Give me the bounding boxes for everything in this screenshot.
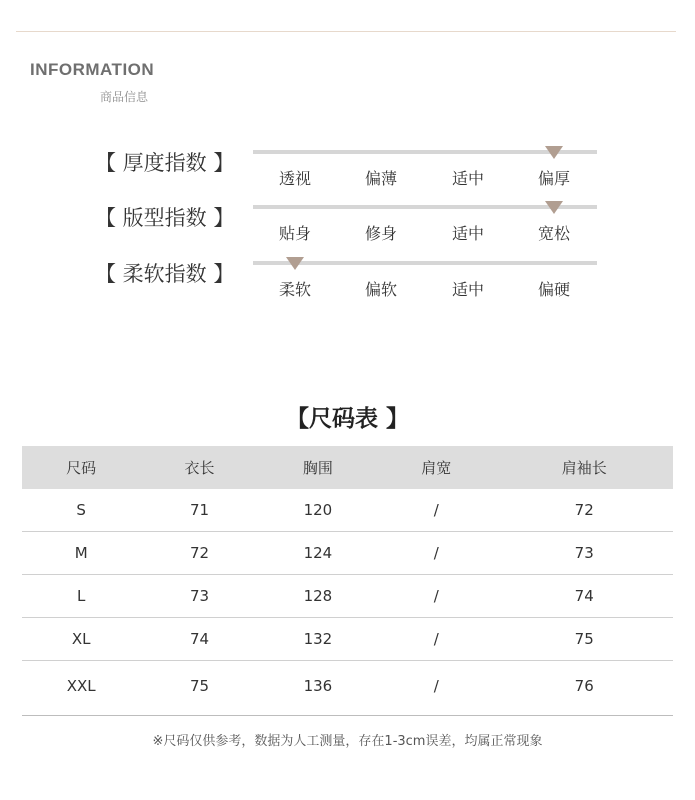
index-row: [0, 147, 695, 197]
column-header: 肩袖长: [495, 446, 673, 489]
table-cell: S: [22, 489, 140, 532]
index-label: 【 版型指数 】: [95, 206, 235, 230]
index-marker-icon: [545, 201, 563, 214]
index-label: 【 柔软指数 】: [95, 262, 235, 286]
table-cell: XL: [22, 618, 140, 661]
section-subtitle: 商品信息: [100, 90, 149, 104]
index-track: [253, 261, 597, 265]
table-cell: /: [377, 575, 495, 618]
index-option: 宽松: [537, 224, 571, 243]
column-header: 肩宽: [377, 446, 495, 489]
table-header-row: [22, 446, 673, 489]
table-cell: 73: [140, 575, 258, 618]
table-cell: 71: [140, 489, 258, 532]
table-cell: 136: [259, 661, 377, 716]
table-row: [22, 575, 673, 618]
table-cell: /: [377, 489, 495, 532]
index-option: 透视: [278, 169, 312, 188]
index-option: 适中: [451, 224, 485, 243]
table-cell: 74: [495, 575, 673, 618]
table-cell: L: [22, 575, 140, 618]
table-cell: 76: [495, 661, 673, 716]
table-cell: 120: [259, 489, 377, 532]
table-row: [22, 618, 673, 661]
table-row: [22, 661, 673, 716]
table-row: [22, 489, 673, 532]
table-cell: 124: [259, 532, 377, 575]
top-divider: [16, 31, 676, 32]
table-cell: /: [377, 661, 495, 716]
table-cell: 75: [495, 618, 673, 661]
size-chart-title: 【尺码表 】: [285, 406, 409, 432]
index-marker-icon: [286, 257, 304, 270]
index-row: [0, 202, 695, 252]
table-cell: /: [377, 532, 495, 575]
column-header: 胸围: [259, 446, 377, 489]
index-option: 偏软: [364, 280, 398, 299]
index-option: 偏厚: [537, 169, 571, 188]
table-body: [22, 489, 673, 716]
table-cell: 128: [259, 575, 377, 618]
index-row: [0, 258, 695, 308]
index-option: 偏硬: [537, 280, 571, 299]
size-chart-table: [22, 446, 673, 716]
table-cell: 74: [140, 618, 258, 661]
index-option: 适中: [451, 169, 485, 188]
index-option: 偏薄: [364, 169, 398, 188]
index-option: 贴身: [278, 224, 312, 243]
index-option: 柔软: [278, 280, 312, 299]
table-row: [22, 532, 673, 575]
table-cell: 72: [495, 489, 673, 532]
table-cell: /: [377, 618, 495, 661]
index-option: 修身: [364, 224, 398, 243]
section-title: INFORMATION: [30, 60, 155, 79]
index-label: 【 厚度指数 】: [95, 151, 235, 175]
column-header: 衣长: [140, 446, 258, 489]
table-cell: 73: [495, 532, 673, 575]
table-cell: 132: [259, 618, 377, 661]
table-cell: XXL: [22, 661, 140, 716]
table-cell: M: [22, 532, 140, 575]
table-cell: 75: [140, 661, 258, 716]
index-marker-icon: [545, 146, 563, 159]
column-header: 尺码: [22, 446, 140, 489]
index-option: 适中: [451, 280, 485, 299]
table-cell: 72: [140, 532, 258, 575]
measurement-note: ※尺码仅供参考，数据为人工测量，存在1-3cm误差，均属正常现象: [152, 734, 543, 749]
